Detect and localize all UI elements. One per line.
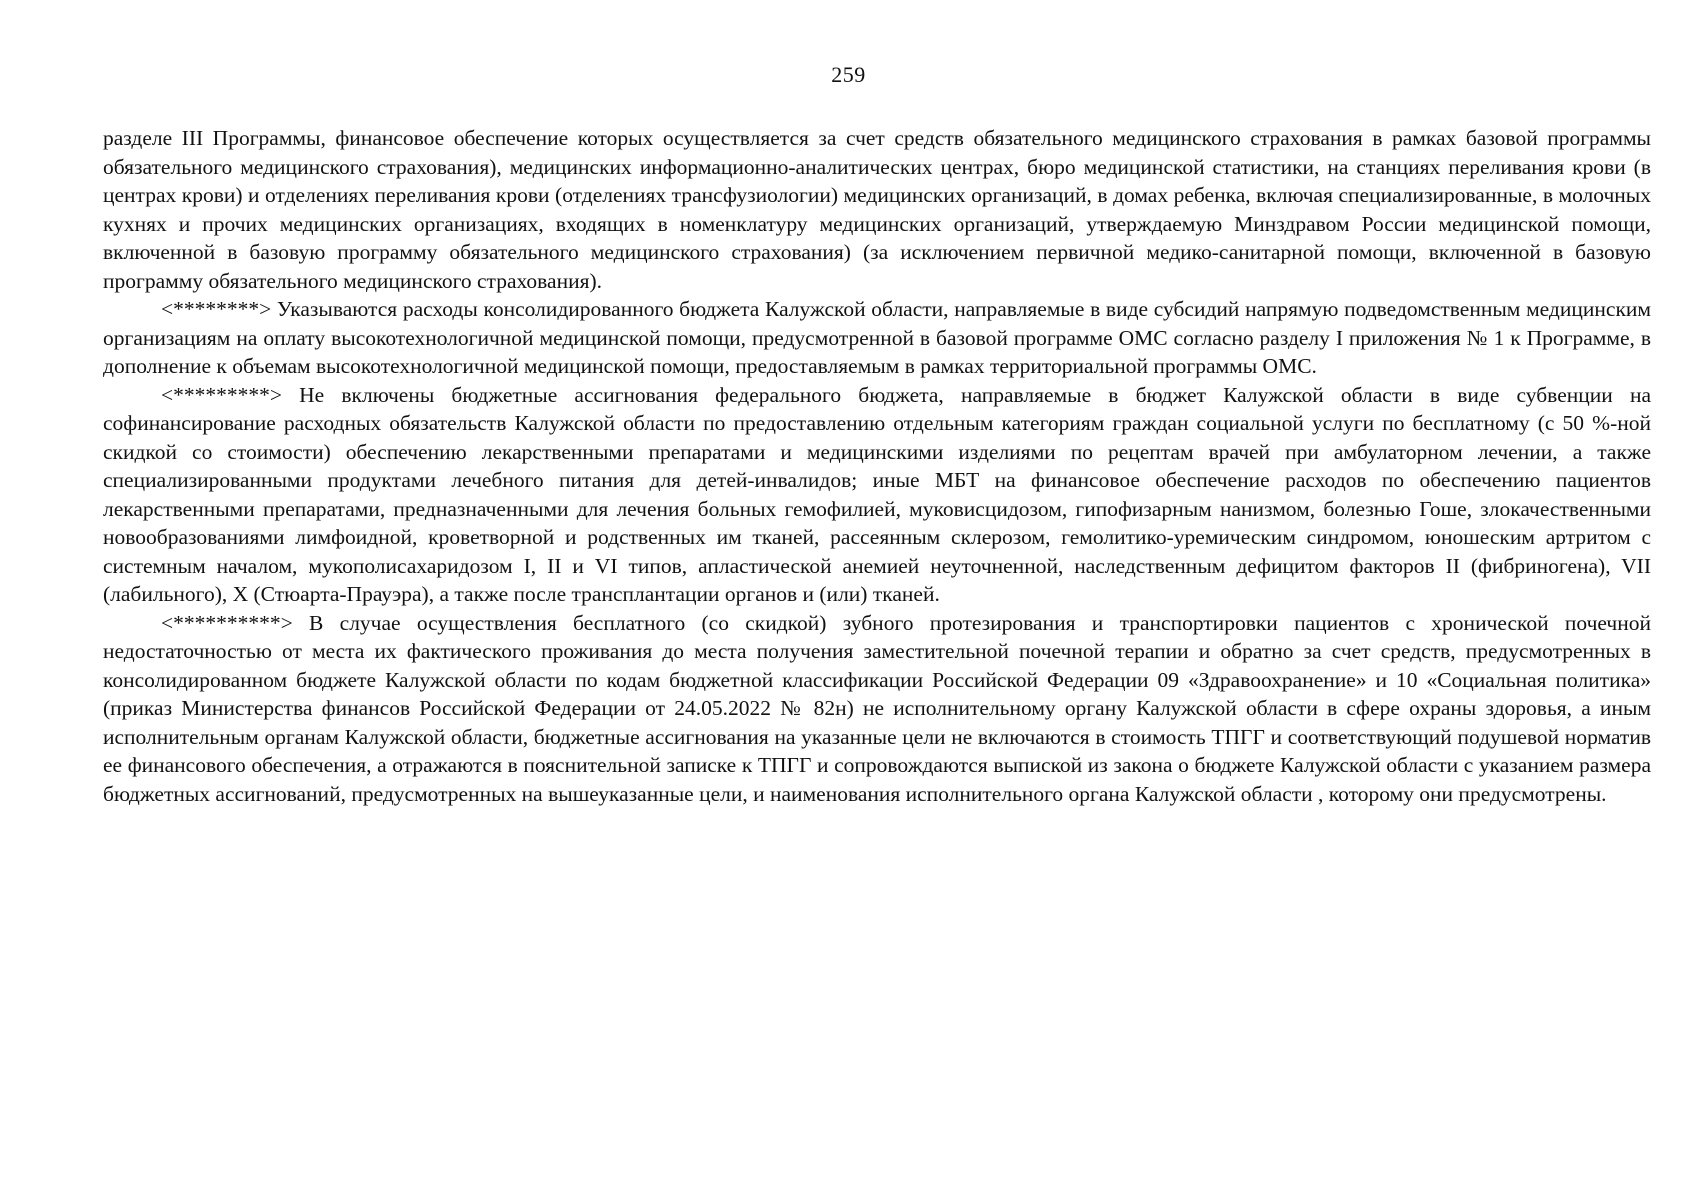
page-number: 259 <box>831 62 866 87</box>
paragraph-continuation: разделе III Программы, финансовое обеспечение которых осуществляется за счет средств обязательного медицинского страхования в рамках базовой программы обязательного медицинского страхования), медицинских информационно-аналитических центрах, бюро медицинской статистики, на станциях переливания крови (в центрах крови) и отделениях переливания крови (отделениях трансфузиологии) медицинских организаций, в домах ребенка, включая специализированные, в молочных кухнях и прочих медицинских организациях, входящих в номенклатуру медицинских организаций, утверждаемую Минздравом России медицинской помощи, включенной в базовую программу обязательного медицинского страхования) (за исключением первичной медико-санитарной помощи, включенной в базовую программу обязательного медицинского страхования). <box>103 126 1651 293</box>
footnote-9-stars: <*********> Не включены бюджетные ассигнования федерального бюджета, направляемые в бюджет Калужской области в виде субвенции на софинансирование расходных обязательств Калужской области по предоставлению отдельным категориям граждан социальной услуги по бесплатному (с 50 %-ной скидкой со стоимости) обеспечению лекарственными препаратами и медицинскими изделиями по рецептам врачей при амбулаторном лечении, а также специализированными продуктами лечебного питания для детей-инвалидов; иные МБТ на финансовое обеспечение расходов по обеспечению пациентов лекарственными препаратами, предназначенными для лечения больных гемофилией, муковисцидозом, гипофизарным нанизмом, болезнью Гоше, злокачественными новообразованиями лимфоидной, кроветворной и родственных им тканей, рассеянным склерозом, гемолитико-уремическим синдромом, юношеским артритом с системным началом, мукополисахаридозом I, II и VI типов, апластической анемией неуточненной, наследственным дефицитом факторов II (фибриногена), VII (лабильного), X (Стюарта-Прауэра), а также после трансплантации органов и (или) тканей. <box>103 382 1651 606</box>
footnote-10-stars: <**********> В случае осуществления бесплатного (со скидкой) зубного протезирования и транспортировки пациентов с хронической почечной недостаточностью от места их фактического проживания до места получения заместительной почечной терапии и обратно за счет средств, предусмотренных в консолидированном бюджете Калужской области по кодам бюджетной классификации Российской Федерации 09 «Здравоохранение» и 10 «Социальная политика» (приказ Министерства финансов Российской Федерации от 24.05.2022 № 82н) не исполнительному органу Калужской области в сфере охраны здоровья, а иным исполнительным органам Калужской области, бюджетные ассигнования на указанные цели не включаются в стоимость ТПГГ и соответствующий подушевой норматив ее финансового обеспечения, а отражаются в пояснительной записке к ТПГГ и сопровождаются выпиской из закона о бюджете Калужской области с указанием размера бюджетных ассигнований, предусмотренных на вышеуказанные цели, и наименования исполнительного органа Калужской области , которому они предусмотрены. <box>103 610 1651 806</box>
document-body <box>103 124 1651 808</box>
footnote-8-stars: <********> Указываются расходы консолидированного бюджета Калужской области, направляемые в виде субсидий напрямую подведомственным медицинским организациям на оплату высокотехнологичной медицинской помощи, предусмотренной в базовой программе ОМС согласно разделу I приложения № 1 к Программе, в дополнение к объемам высокотехнологичной медицинской помощи, предоставляемым в рамках территориальной программы ОМС. <box>103 297 1651 378</box>
